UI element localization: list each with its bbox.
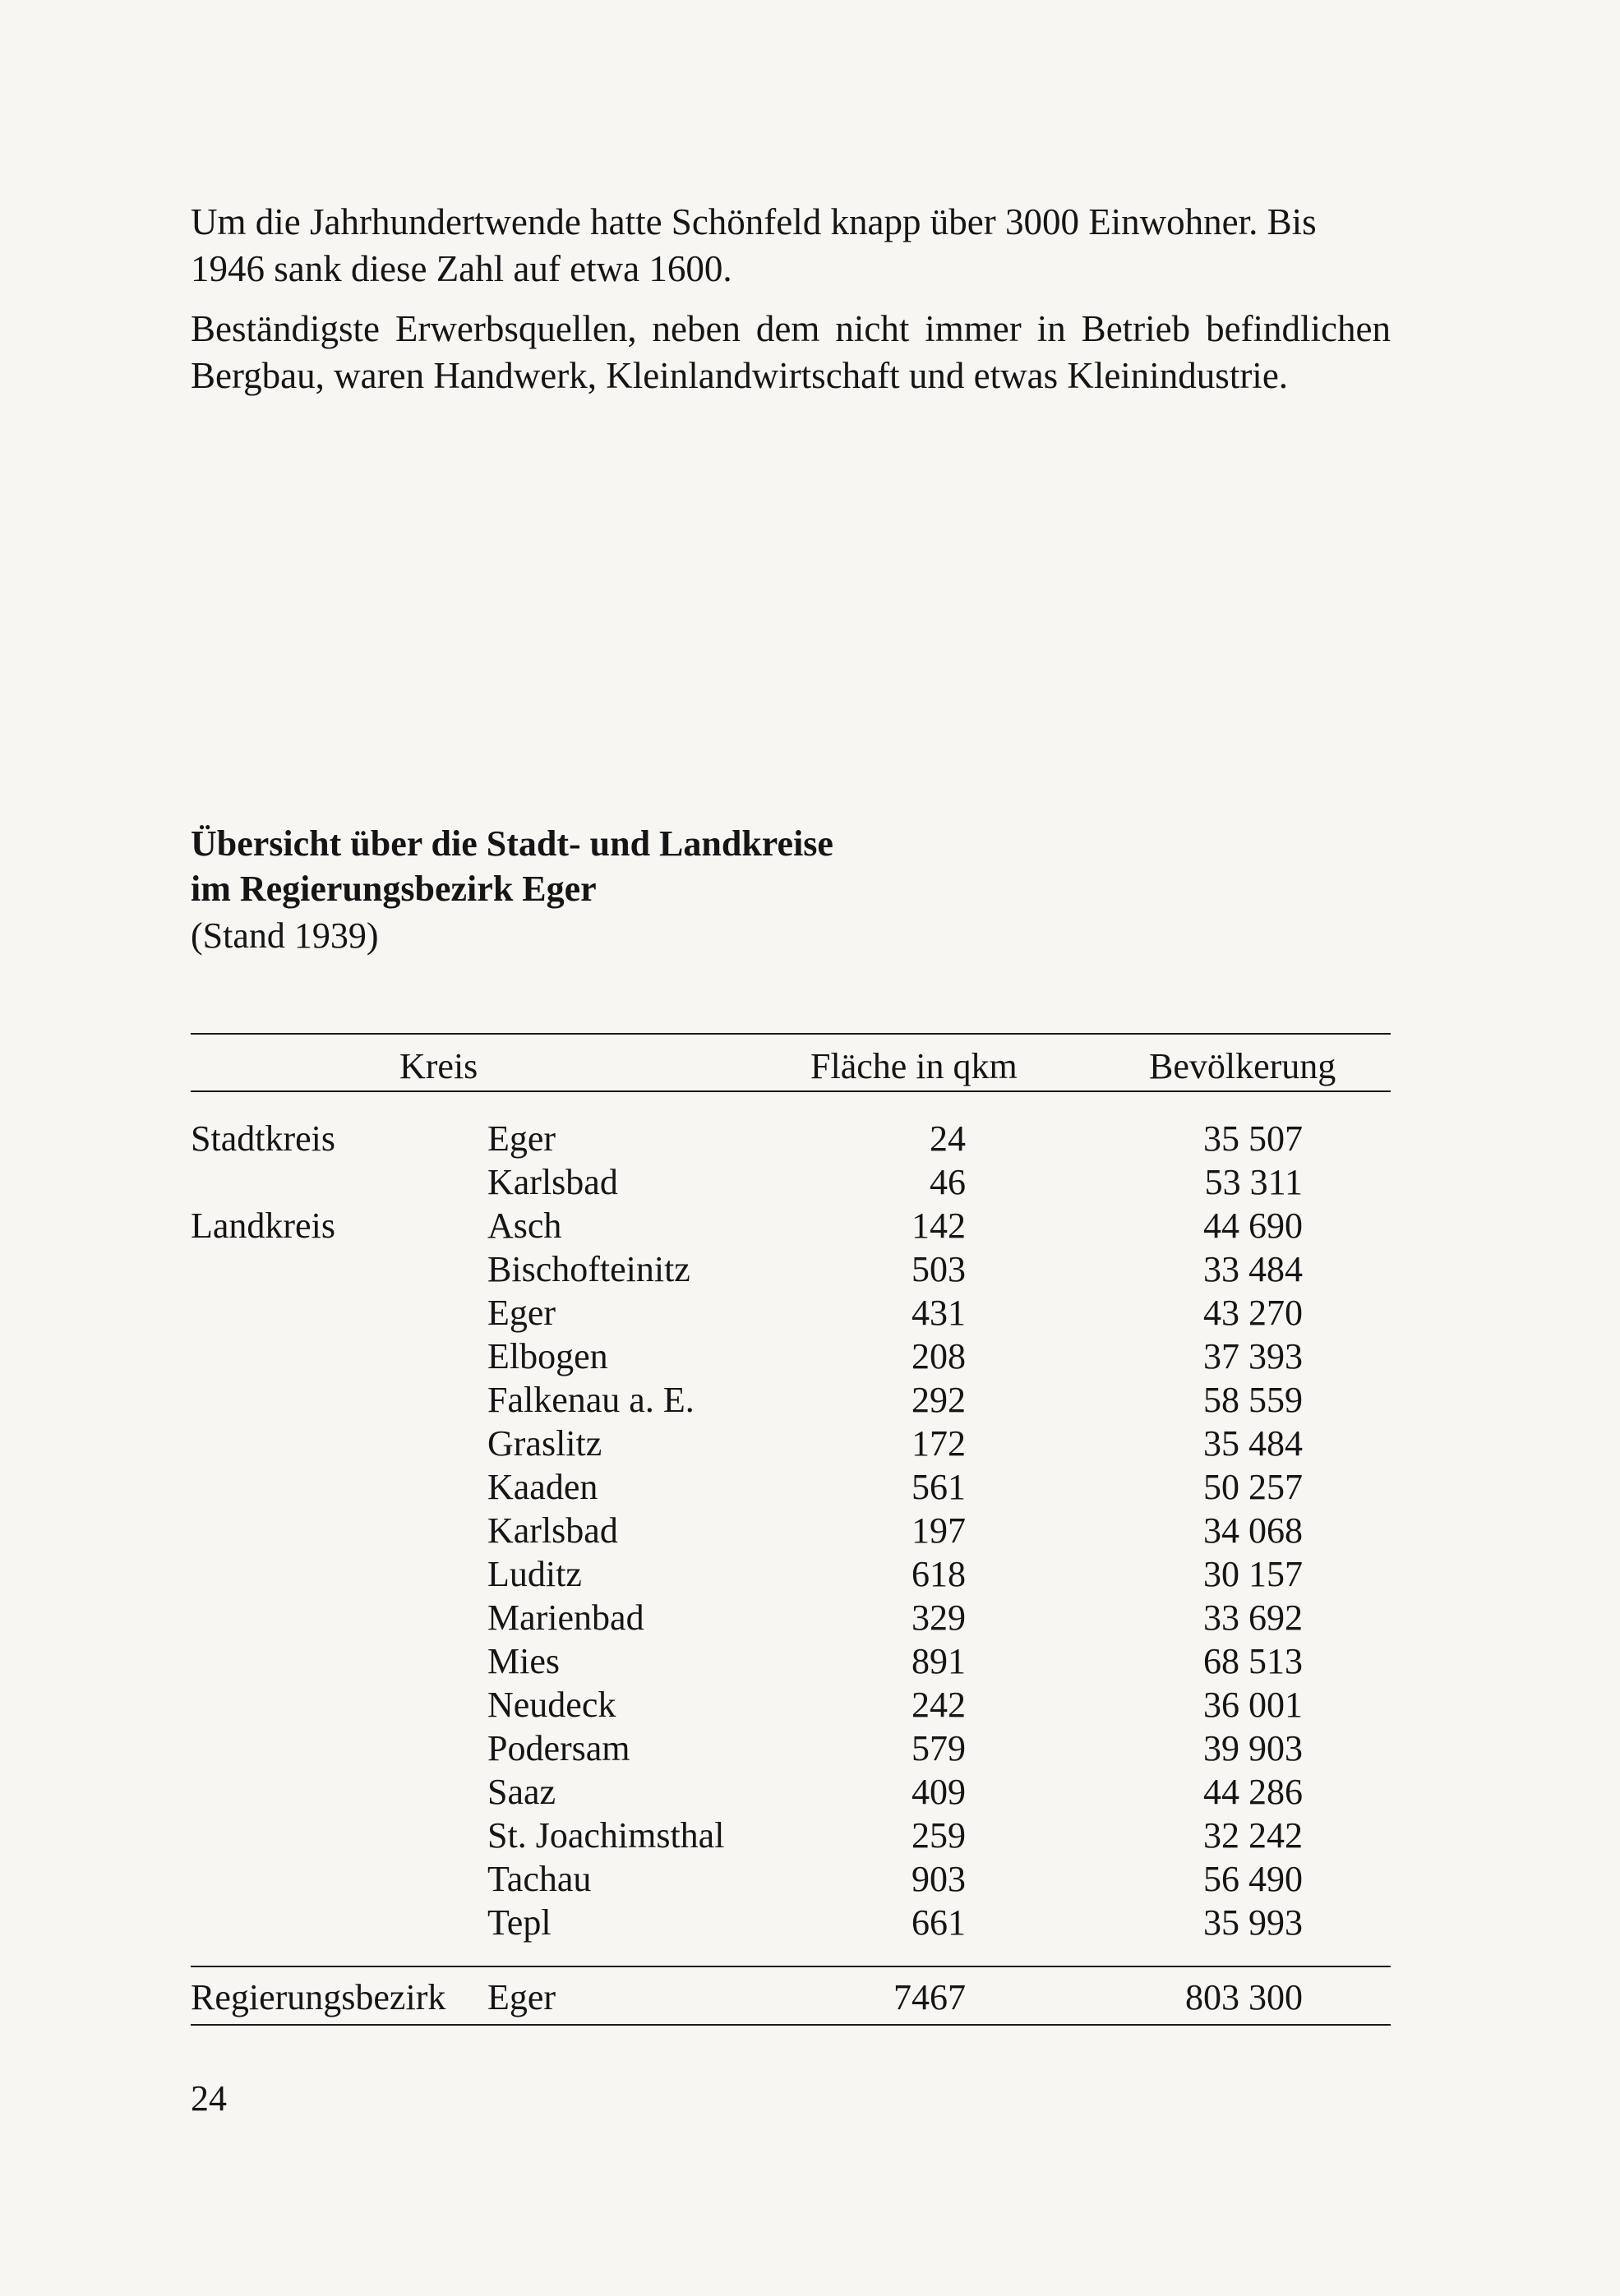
row-population: 68 513: [1203, 1641, 1303, 1681]
row-population: 39 903: [1203, 1728, 1303, 1768]
row-area: 242: [912, 1685, 966, 1725]
row-name: Bischofteinitz: [487, 1249, 690, 1289]
row-name: Podersam: [487, 1728, 630, 1768]
row-name: Graslitz: [487, 1423, 602, 1464]
row-area: 561: [912, 1467, 966, 1507]
row-name: Karlsbad: [487, 1162, 618, 1202]
row-population: 30 157: [1203, 1554, 1303, 1594]
row-area: 409: [912, 1772, 966, 1812]
row-population: 37 393: [1203, 1336, 1303, 1376]
row-area: 259: [912, 1815, 966, 1856]
row-name: Mies: [487, 1641, 560, 1681]
row-population: 44 286: [1203, 1772, 1303, 1812]
column-header-bevoelkerung: Bevölkerung: [1149, 1046, 1336, 1086]
row-population: 53 311: [1204, 1162, 1303, 1202]
row-name: Tachau: [487, 1859, 592, 1899]
row-name: St. Joachimsthal: [487, 1815, 725, 1856]
row-area: 329: [912, 1598, 966, 1638]
table-header-rule: [191, 1090, 1391, 1092]
row-name: Eger: [487, 1293, 556, 1333]
row-area: 431: [912, 1293, 966, 1333]
row-name: Saaz: [487, 1772, 556, 1812]
total-type: Regierungsbezirk: [191, 1977, 446, 2017]
row-area: 661: [912, 1902, 966, 1943]
row-population: 34 068: [1203, 1510, 1303, 1551]
row-area: 172: [912, 1423, 966, 1464]
row-area: 142: [912, 1206, 966, 1246]
table-bottom-rule: [191, 2024, 1391, 2026]
table-title: [191, 821, 833, 911]
row-population: 33 692: [1203, 1598, 1303, 1638]
row-area: 197: [912, 1510, 966, 1551]
table-title-line-2: im Regierungsbezirk Eger: [191, 869, 597, 909]
row-area: 579: [912, 1728, 966, 1768]
intro-paragraph: Um die Jahrhundertwende hatte Schönfeld knapp über 3000 Einwohner. Bis 1946 sank diese Zahl auf etwa 1600.: [191, 201, 1317, 289]
row-population: 58 559: [1203, 1380, 1303, 1420]
row-name: Luditz: [487, 1554, 582, 1594]
row-area: 618: [912, 1554, 966, 1594]
table-title-line-1: Übersicht über die Stadt- und Landkreise: [191, 823, 833, 864]
row-population: 35 507: [1203, 1118, 1303, 1159]
page-number: 24: [191, 2078, 227, 2118]
row-name: Falkenau a. E.: [487, 1380, 695, 1420]
row-population: 35 993: [1203, 1902, 1303, 1943]
row-area: 208: [912, 1336, 966, 1376]
row-population: 50 257: [1203, 1467, 1303, 1507]
total-name: Eger: [487, 1977, 556, 2017]
total-population: 803 300: [1185, 1977, 1303, 2017]
row-area: 24: [930, 1118, 966, 1159]
row-population: 33 484: [1203, 1249, 1303, 1289]
row-name: Asch: [487, 1206, 562, 1246]
table-total-rule: [191, 1966, 1391, 1967]
row-name: Marienbad: [487, 1598, 644, 1638]
table-subtitle: (Stand 1939): [191, 915, 379, 956]
row-population: 56 490: [1203, 1859, 1303, 1899]
total-area: 7467: [893, 1977, 966, 2017]
row-area: 503: [912, 1249, 966, 1289]
row-population: 44 690: [1203, 1206, 1303, 1246]
row-population: 32 242: [1203, 1815, 1303, 1856]
row-population: 43 270: [1203, 1293, 1303, 1333]
row-name: Eger: [487, 1118, 556, 1159]
row-name: Karlsbad: [487, 1510, 618, 1551]
row-name: Kaaden: [487, 1467, 598, 1507]
row-name: Tepl: [487, 1902, 552, 1943]
row-type: Stadtkreis: [191, 1118, 335, 1159]
row-type: Landkreis: [191, 1206, 335, 1246]
row-population: 36 001: [1203, 1685, 1303, 1725]
row-area: 46: [930, 1162, 966, 1202]
row-name: Elbogen: [487, 1336, 608, 1376]
sources-paragraph: Beständigste Erwerbsquellen, neben dem nicht immer in Betrieb befindlichen Bergbau, waren Handwerk, Kleinlandwirtschaft und etwas Kleinindustrie.: [191, 308, 1391, 396]
row-area: 891: [912, 1641, 966, 1681]
row-name: Neudeck: [487, 1685, 616, 1725]
row-population: 35 484: [1203, 1423, 1303, 1464]
row-area: 292: [912, 1380, 966, 1420]
table-top-rule: [191, 1033, 1391, 1035]
row-area: 903: [912, 1859, 966, 1899]
column-header-flaeche: Fläche in qkm: [810, 1046, 1018, 1086]
column-header-kreis: Kreis: [399, 1046, 478, 1086]
